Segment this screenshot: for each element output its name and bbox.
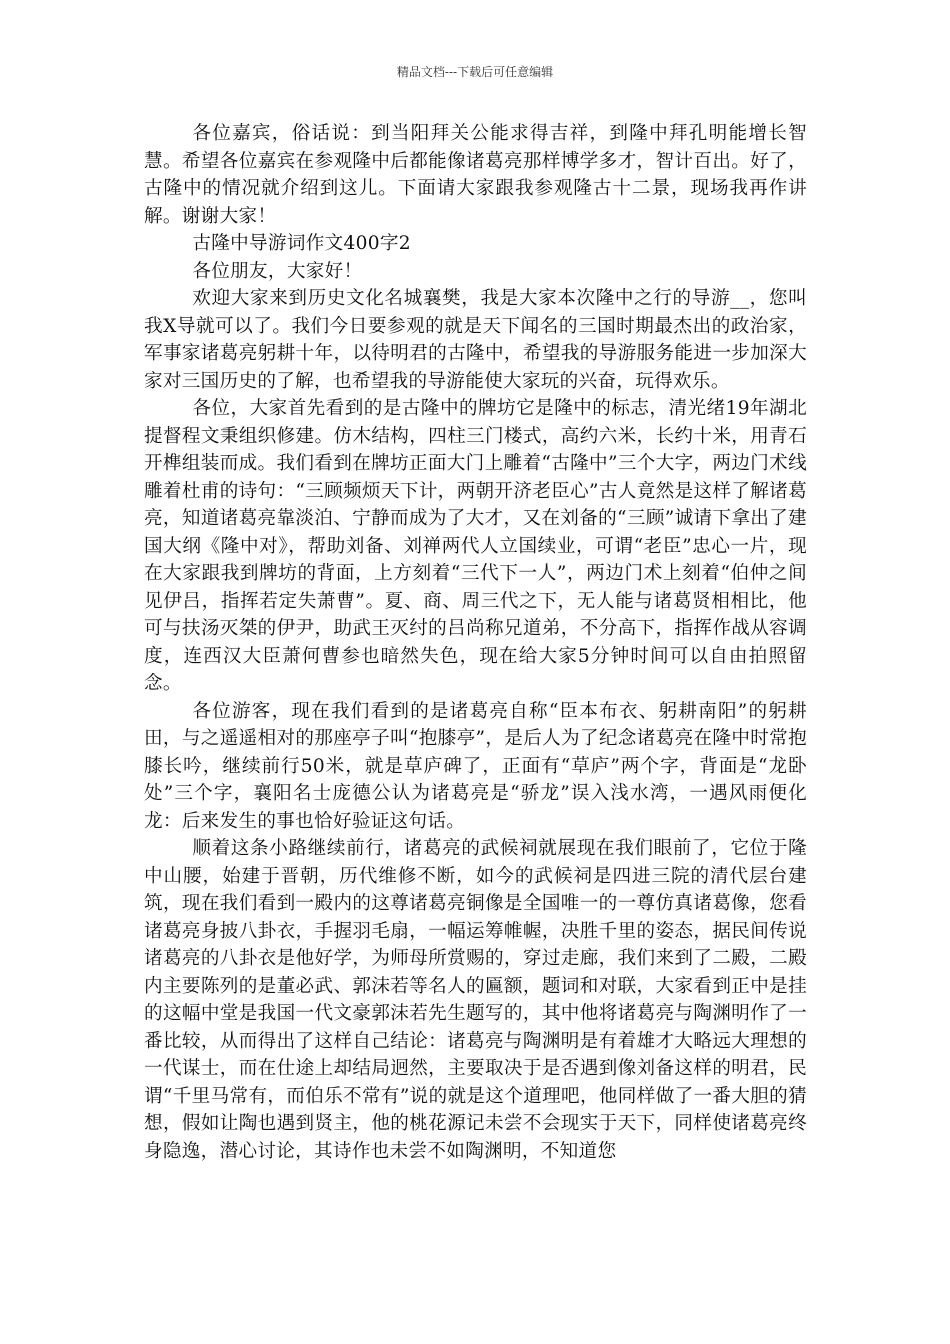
paragraph-shrine: 顺着这条小路继续前行，诸葛亮的武候祠就展现在我们眼前了，它位于隆中山腰，始建于晋朝，历代维修不断，如今的武候祠是四进三院的清代层台建筑，现在我们看到一殿内的这尊诸葛亮铜像是全国唯一的一尊仿真诸葛像，您看诸葛亮身披八卦衣，手握羽毛扇，一幅运筹帷幄，决胜千里的姿态，据民间传说诸葛亮的八卦衣是他好学，为师母所赏赐的，穿过走廊，我们来到了二殿，二殿内主要陈列的是董必武、郭沫若等名人的匾额，题词和对联，大家看到正中是挂的这幅中堂是我国一代文豪郭沫若先生题写的，其中他将诸葛亮与陶渊明作了一番比较，从而得出了这样自己结论：诸葛亮与陶渊明是有着雄才大略远大理想的一代谋士，而在仕途上却结局迥然，主要取决于是否遇到像刘备这样的明君，民谓“千里马常有，而伯乐不常有”说的就是这个道理吧，他同样做了一番大胆的猜想，假如让陶也遇到贤主，他的桃花源记未尝不会现实于天下，同样使诸葛亮终身隐逸，潜心讨论，其诗作也未尝不如陶渊明，不知道您 (144, 838, 807, 1162)
paragraph-salutation: 各位朋友，大家好！ (192, 260, 363, 282)
document-body (144, 120, 807, 1165)
paragraph-closing-greeting: 各位嘉宾，俗话说：到当阳拜关公能求得吉祥，到隆中拜孔明能增长智慧。希望各位嘉宾在参观隆中后都能像诸葛亮那样博学多才，智计百出。好了，古隆中的情况就介绍到这儿。下面请大家跟我参观隆古十二景，现场我再作讲解。谢谢大家！ (144, 123, 807, 227)
paragraph-archway: 各位，大家首先看到的是古隆中的牌坊它是隆中的标志，清光绪19年湖北提督程文秉组织修建。仿木结构，四柱三门楼式，高约六米，长约十米，用青石开榫组装而成。我们看到在牌坊正面大门上雕着“古隆中”三个大字，两边门术线雕着杜甫的诗句：“三顾频烦天下计，两朝开济老臣心”古人竟然是这样了解诸葛亮，知道诸葛亮靠淡泊、宁静而成为了大才，又在刘备的“三顾”诚请下拿出了建国大纲《隆中对》，帮助刘备、刘禅两代人立国续业，可谓“老臣”忠心一片，现在大家跟我到牌坊的背面，上方刻着“三代下一人”，两边门术上刻着“伯仲之间见伊吕，指挥若定失萧曹”。夏、商、周三代之下，无人能与诸葛贤相相比，他可与扶汤灭桀的伊尹，助武王灭纣的吕尚称兄道弟，不分高下，指挥作战从容调度，连西汉大臣萧何曹参也暗然失色，现在给大家5分钟时间可以自由拍照留念。 (144, 398, 807, 694)
page-header: 精品文档---下载后可任意编辑 (396, 65, 554, 79)
paragraph-farmland: 各位游客，现在我们看到的是诸葛亮自称“臣本布衣、躬耕南阳”的躬耕田，与之遥遥相对的那座亭子叫“抱膝亭”，是后人为了纪念诸葛亮在隆中时常抱膝长吟，继续前行50米，就是草庐碑了，正面有“草庐”两个字，背面是“龙卧处”三个字，襄阳名士庞德公认为诸葛亮是“骄龙”误入浅水湾，一遇风雨便化龙：后来发生的事也恰好验证这句话。 (144, 700, 807, 832)
section-title: 古隆中导游词作文400字2 (192, 233, 411, 254)
paragraph-welcome: 欢迎大家来到历史文化名城襄樊，我是大家本次隆中之行的导游__，您叫我X导就可以了。我们今日要参观的就是天下闻名的三国时期最杰出的政治家，军事家诸葛亮躬耕十年，以待明君的古隆中，希望我的导游服务能进一步加深大家对三国历史的了解，也希望我的导游能使大家玩的兴奋，玩得欢乐。 (144, 288, 807, 392)
